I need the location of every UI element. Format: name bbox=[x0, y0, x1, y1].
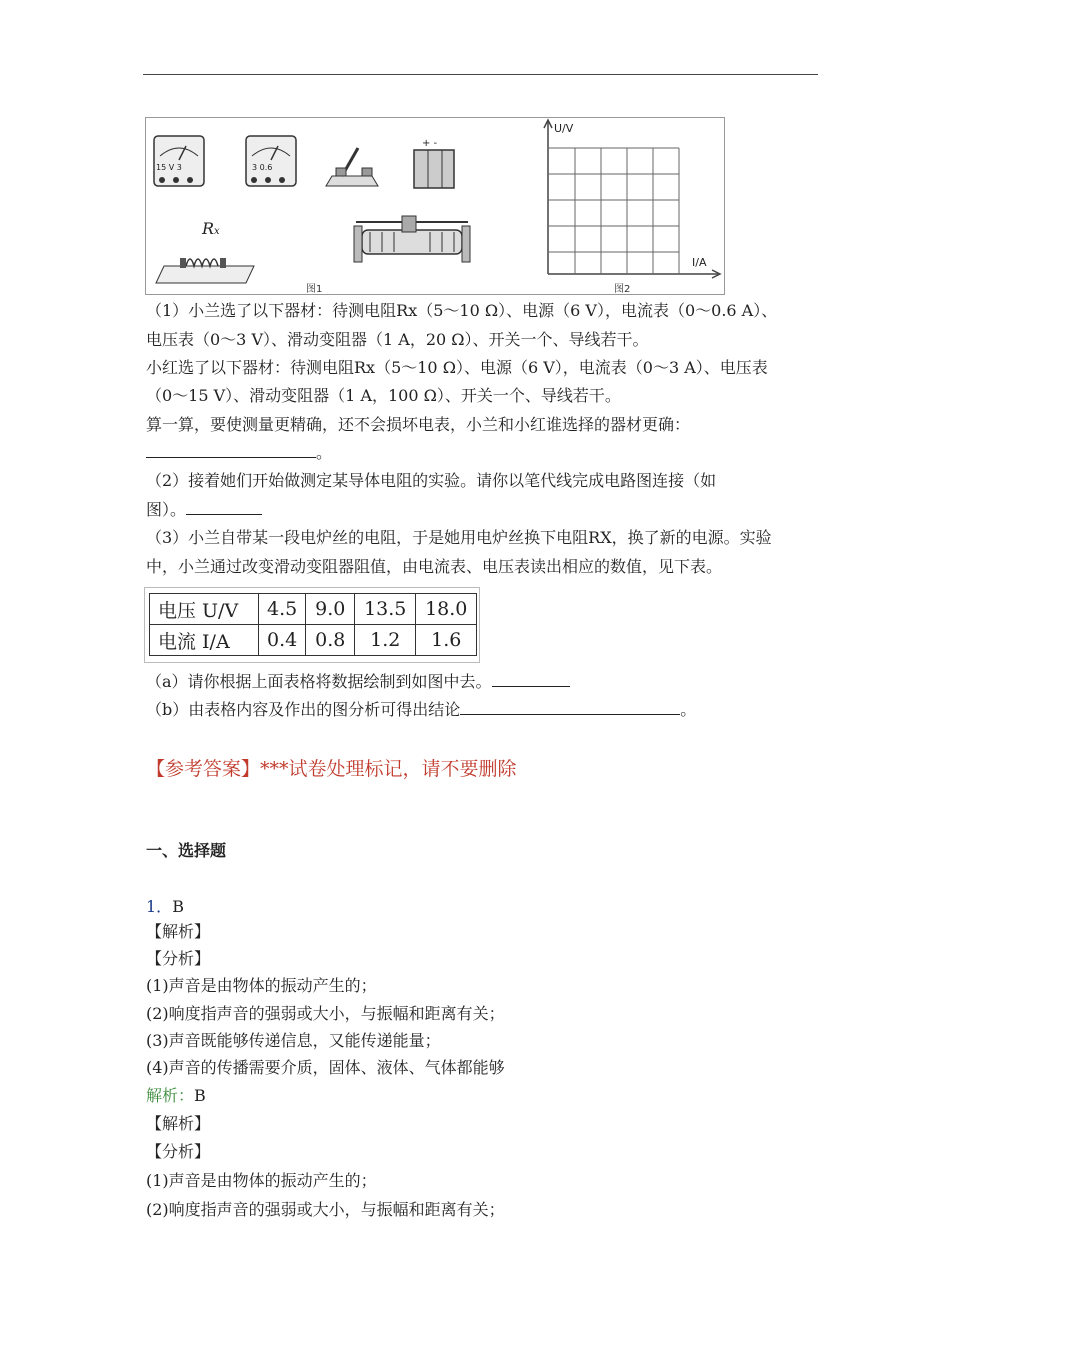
ui-graph bbox=[544, 120, 720, 278]
answer1-line: (2)响度指声音的强弱或大小，与振幅和距离有关； bbox=[146, 1004, 505, 1023]
answer1-number: 1． bbox=[146, 897, 173, 916]
rx-label: R bbox=[202, 219, 215, 238]
table-cell: 电流 I/A bbox=[150, 625, 259, 656]
experiment-figure bbox=[145, 117, 725, 295]
q1-line1: （1）小兰选了以下器材：待测电阻Rx（5～10 Ω）、电源（6 V），电流表（0～0.6 A）、 bbox=[146, 301, 778, 320]
table-cell: 4.5 bbox=[259, 594, 306, 625]
qb-end-mark: 。 bbox=[680, 700, 697, 719]
fig1-caption: 图1 bbox=[306, 284, 323, 295]
graph-ylabel: U/V bbox=[554, 122, 574, 135]
q2-line2-wrap bbox=[146, 496, 262, 524]
ammeter-scale: 3 0.6 bbox=[252, 163, 273, 172]
answer1-line: (2)响度指声音的强弱或大小，与振幅和距离有关； bbox=[146, 1200, 505, 1219]
q3-line2: 中，小兰通过改变滑动变阻器阻值，由电流表、电压表读出相应的数值，见下表。 bbox=[146, 557, 723, 576]
answer1-heading bbox=[146, 893, 184, 921]
answer1-line: 【分析】 bbox=[146, 949, 211, 968]
voltmeter-icon bbox=[154, 136, 204, 186]
qb-line bbox=[146, 696, 696, 724]
graph-xlabel: I/A bbox=[692, 256, 707, 269]
resistor-rx-icon bbox=[156, 219, 254, 283]
table-cell: 18.0 bbox=[416, 594, 477, 625]
answer-header: 【参考答案】***试卷处理标记，请不要删除 bbox=[146, 758, 517, 780]
table-cell: 13.5 bbox=[355, 594, 416, 625]
rx-subscript: x bbox=[214, 226, 220, 237]
jiexi-label: 解析： bbox=[146, 1086, 195, 1105]
table-cell: 0.8 bbox=[306, 625, 355, 656]
answer1-line: (3)声音既能够传递信息，又能传递能量； bbox=[146, 1031, 441, 1050]
q1-line3: 小红选了以下器材：待测电阻Rx（5～10 Ω）、电源（6 V），电流表（0～3 A）、电压表 bbox=[146, 358, 768, 377]
table-row-voltage bbox=[150, 594, 477, 625]
battery-icon bbox=[414, 138, 454, 188]
battery-signs: + - bbox=[422, 138, 438, 149]
table-row-current bbox=[150, 625, 477, 656]
answer1-line: 【解析】 bbox=[146, 922, 211, 941]
header-rule bbox=[143, 74, 818, 75]
jiexi-choice: B bbox=[194, 1086, 206, 1105]
rheostat-icon bbox=[354, 216, 470, 262]
q2-line2: 图）。 bbox=[146, 500, 187, 519]
answer1-line: (4)声音的传播需要介质，固体、液体、气体都能够 bbox=[146, 1058, 505, 1077]
switch-icon bbox=[326, 148, 378, 186]
answer1-line: (1)声音是由物体的振动产生的； bbox=[146, 1171, 377, 1190]
svg-text:Rx bbox=[201, 219, 220, 238]
answer1-line: 【解析】 bbox=[146, 1114, 211, 1133]
table-cell: 1.6 bbox=[416, 625, 477, 656]
table-cell: 电压 U/V bbox=[150, 594, 259, 625]
table-cell: 0.4 bbox=[259, 625, 306, 656]
qa-line bbox=[146, 668, 570, 696]
q1-answer-blank[interactable] bbox=[146, 439, 316, 458]
answer1-line: 【分析】 bbox=[146, 1142, 211, 1161]
figure-svg bbox=[146, 118, 725, 295]
q2-answer-blank[interactable] bbox=[186, 496, 262, 515]
q1-line2: 电压表（0～3 V）、滑动变阻器（1 A，20 Ω）、开关一个、导线若干。 bbox=[146, 330, 649, 349]
ammeter-icon bbox=[246, 136, 296, 186]
answer1-line: (1)声音是由物体的振动产生的； bbox=[146, 976, 377, 995]
fig2-caption: 图2 bbox=[614, 284, 631, 295]
qb-answer-blank[interactable] bbox=[460, 696, 680, 715]
q3-line1: （3）小兰自带某一段电炉丝的电阻，于是她用电炉丝换下电阻RX，换了新的电源。实验 bbox=[146, 528, 772, 547]
voltmeter-scale: 15 V 3 bbox=[156, 163, 182, 172]
table-cell: 1.2 bbox=[355, 625, 416, 656]
qa-answer-blank[interactable] bbox=[492, 668, 570, 687]
q2-line1: （2）接着她们开始做测定某导体电阻的实验。请你以笔代线完成电路图连接（如 bbox=[146, 471, 717, 490]
qa-text: （a）请你根据上面表格将数据绘制到如图中去。 bbox=[146, 672, 492, 691]
qb-text: （b）由表格内容及作出的图分析可得出结论 bbox=[146, 700, 461, 719]
section-title: 一、选择题 bbox=[146, 841, 227, 860]
q1-line4: （0～15 V）、滑动变阻器（1 A，100 Ω）、开关一个、导线若干。 bbox=[146, 386, 621, 405]
q1-answer-line bbox=[146, 439, 332, 467]
q1-line5: 算一算，要使测量更精确，还不会损坏电表，小兰和小红谁选择的器材更确： bbox=[146, 415, 691, 434]
data-table bbox=[144, 587, 480, 663]
table-cell: 9.0 bbox=[306, 594, 355, 625]
answer1-choice: B bbox=[172, 897, 184, 916]
jiexi-line bbox=[146, 1082, 206, 1110]
q1-end-mark: 。 bbox=[316, 443, 333, 462]
